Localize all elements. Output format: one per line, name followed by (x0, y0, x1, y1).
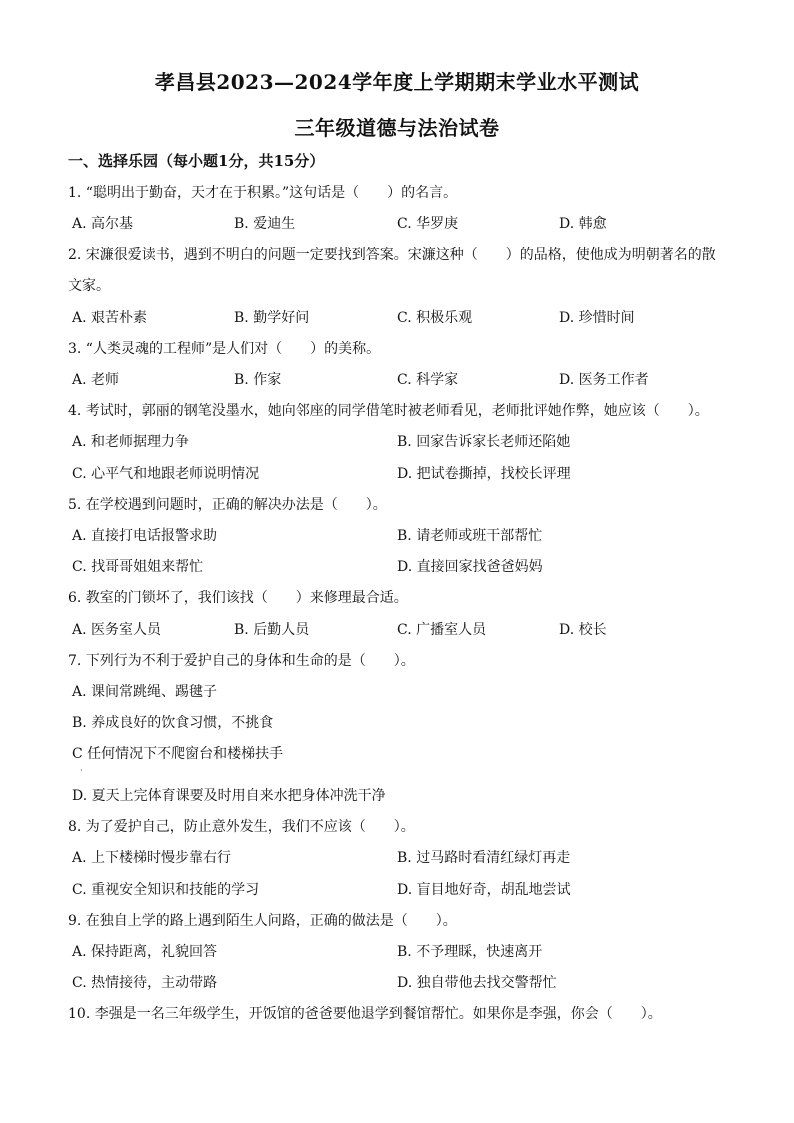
q1-option-b: B. 爱迪生 (234, 216, 296, 232)
q2-option-b: B. 勤学好问 (234, 310, 310, 326)
q3-option-a: A. 老师 (72, 372, 120, 388)
page-title: 孝昌县2023—2024学年度上学期期末学业水平测试 (154, 70, 640, 94)
q7-option-a: A. 课间常跳绳、踢毽子 (72, 684, 218, 700)
q1-option-c: C. 华罗庚 (397, 216, 459, 232)
question-9: 9. 在独自上学的路上遇到陌生人问路，正确的做法是（ ）。 (68, 913, 457, 929)
question-1: 1. “聪明出于勤奋，天才在于积累。”这句话是（ ）的名言。 (68, 185, 458, 201)
q9-option-c: C. 热情接待，主动带路 (72, 975, 218, 991)
question-5: 5. 在学校遇到问题时，正确的解决办法是（ ）。 (68, 497, 387, 513)
question-10: 10. 李强是一名三年级学生，开饭馆的爸爸要他退学到餐馆帮忙。如果你是李强，你会（ ）。 (68, 1006, 662, 1022)
question-8: 8. 为了爱护自己，防止意外发生，我们不应该（ ）。 (68, 819, 415, 835)
q8-option-c: C. 重视安全知识和技能的学习 (72, 882, 260, 898)
q3-option-d: D. 医务工作者 (559, 372, 649, 388)
q2-option-d: D. 珍惜时间 (559, 310, 635, 326)
q2-option-a: A. 艰苦朴素 (72, 310, 148, 326)
question-4: 4. 考试时，郭丽的钢笔没墨水，她向邻座的同学借笔时被老师看见，老师批评她作弊，她应该（ ）。 (68, 403, 709, 419)
q6-option-c: C. 广播室人员 (397, 622, 487, 638)
stray-dot: · (80, 766, 83, 775)
q7-option-d: D. 夏天上完体育课要及时用自来水把身体冲洗干净 (72, 788, 386, 804)
q9-option-d: D. 独自带他去找交警帮忙 (397, 975, 557, 991)
q6-option-a: A. 医务室人员 (72, 622, 162, 638)
q3-option-b: B. 作家 (234, 372, 282, 388)
q8-option-a: A. 上下楼梯时慢步靠右行 (72, 850, 232, 866)
q4-option-d: D. 把试卷撕掉，找校长评理 (397, 466, 571, 482)
q6-option-d: D. 校长 (559, 622, 607, 638)
q4-option-a: A. 和老师据理力争 (72, 434, 190, 450)
q1-option-a: A. 高尔基 (72, 216, 134, 232)
q8-option-b: B. 过马路时看清红绿灯再走 (397, 850, 571, 866)
q7-option-b: B. 养成良好的饮食习惯，不挑食 (72, 715, 274, 731)
q6-option-b: B. 后勤人员 (234, 622, 310, 638)
q4-option-c: C. 心平气和地跟老师说明情况 (72, 466, 260, 482)
q4-option-b: B. 回家告诉家长老师还陷她 (397, 434, 571, 450)
q5-option-d: D. 直接回家找爸爸妈妈 (397, 559, 543, 575)
q5-option-b: B. 请老师或班干部帮忙 (397, 528, 543, 544)
q1-option-d: D. 韩愈 (559, 216, 607, 232)
q2-option-c: C. 积极乐观 (397, 310, 473, 326)
question-3: 3. “人类灵魂的工程师”是人们对（ ）的美称。 (68, 341, 381, 357)
q8-option-d: D. 盲目地好奇，胡乱地尝试 (397, 882, 571, 898)
q7-option-c: C 任何情况下不爬窗台和楼梯扶手 (72, 746, 284, 762)
question-2: 2. 宋濂很爱读书，遇到不明白的问题一定要找到答案。宋濂这种（ ）的品格，使他成为明朝著名的散 (68, 247, 716, 263)
page-subtitle: 三年级道德与法治试卷 (294, 116, 500, 140)
section-heading: 一、选择乐园（每小题1分，共15分） (68, 152, 325, 170)
question-2-continued: 文家。 (68, 278, 110, 294)
question-7: 7. 下列行为不利于爱护自己的身体和生命的是（ ）。 (68, 653, 415, 669)
q5-option-c: C. 找哥哥姐姐来帮忙 (72, 559, 204, 575)
q5-option-a: A. 直接打电话报警求助 (72, 528, 218, 544)
q9-option-b: B. 不予理睬，快速离开 (397, 944, 543, 960)
q9-option-a: A. 保持距离，礼貌回答 (72, 944, 218, 960)
question-6: 6. 教室的门锁坏了，我们该找（ ）来修理最合适。 (68, 590, 408, 606)
q3-option-c: C. 科学家 (397, 372, 459, 388)
